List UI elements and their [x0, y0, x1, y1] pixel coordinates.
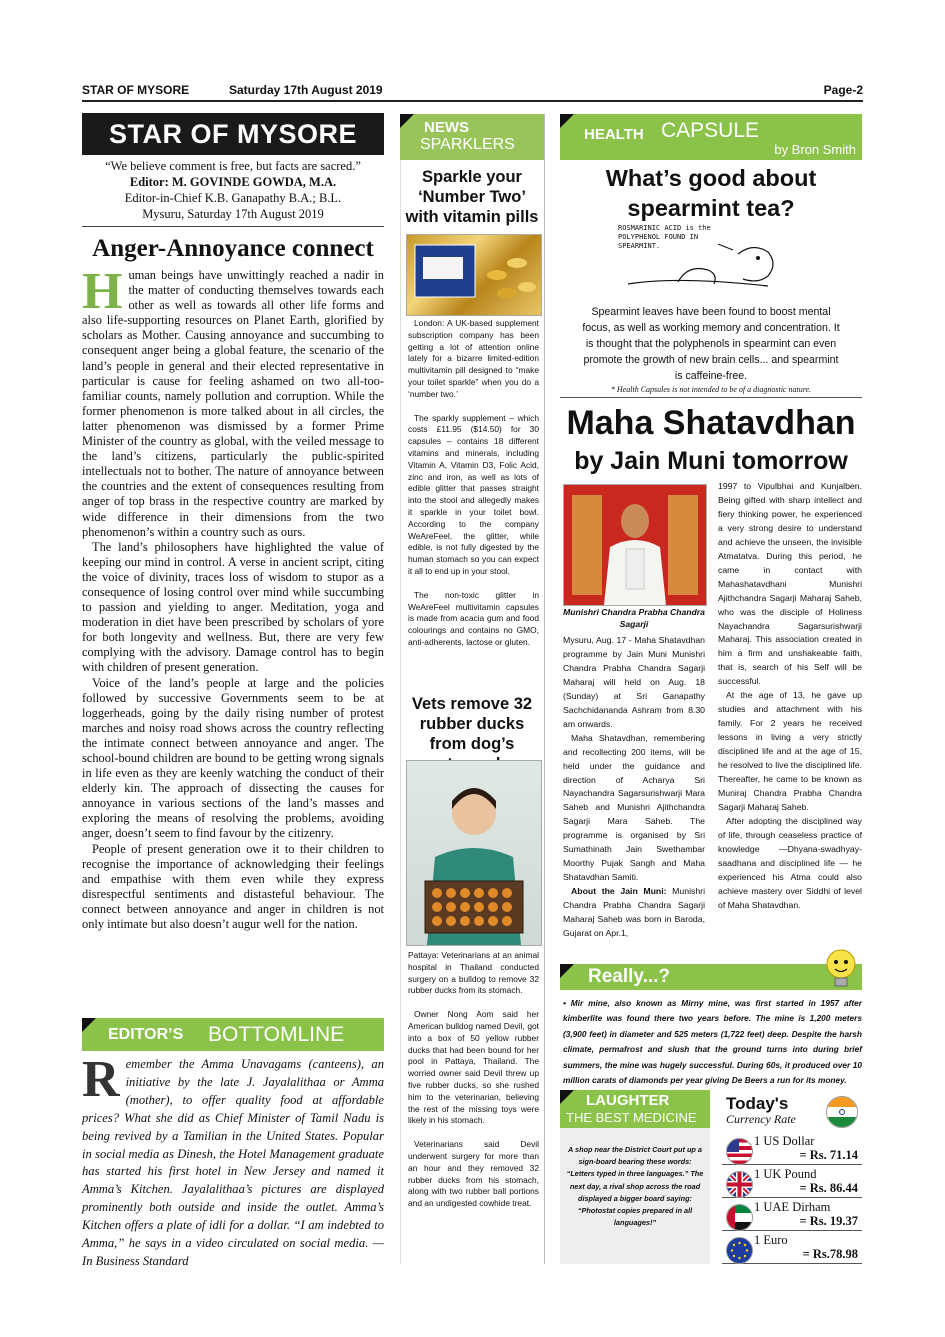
shatavdhan-subtitle: by Jain Muni tomorrow — [574, 447, 848, 475]
column-rule — [400, 160, 401, 1264]
really-label: Really...? — [588, 966, 671, 987]
story-paragraph: Maha Shatavdhan, remembering and recollecting 200 items, will be held under the guidance and direction of Acharya Sri Nayachandra Sagarsurishwarji Mara Saheb and Munishri Ajithchandra Sagarji Mara Saheb. The programme is organised by Sri Sumathinath Jain Swethambar Moorthy Pujak Sangh and Maha Shatavdhan Samiti. — [563, 732, 705, 883]
masthead-info — [82, 158, 384, 222]
editor-line: Editor: M. GOVINDE GOWDA, M.A. — [129, 175, 337, 189]
story-paragraph: Owner Nong Aom said her American bulldog named Devil, got into a box of 50 yellow rubber ducks that had been bound for her pool in Pattaya, Thailand. The worried owner said Devil threw up five rubber ducks, so she rushed him to the veterinarian, believing the rest of the missing toys were likely in his stomach. — [408, 1009, 539, 1126]
story-paragraph: After adopting the disciplined way of life, through ceaseless practice of knowledge —Dhyana-swadhyay-saadhana and disciplined life — he experienced his Atma could also achieve mastery over Siddhi of level of Maha Shatavdhan. — [718, 815, 862, 910]
health-byline: by Bron Smith — [774, 142, 856, 157]
divider — [560, 397, 862, 398]
subhead: About the Jain Muni: — [571, 886, 667, 897]
banner-notch — [560, 114, 574, 128]
story-paragraph: Pattaya: Veterinarians at an animal hospital in Thailand conducted surgery on a bulldog to remove 32 rubber ducks from its stomach. — [408, 950, 539, 996]
laughter-label-bottom: THE BEST MEDICINE — [566, 1110, 697, 1125]
shatavdhan-title: Maha Shatavdhan — [566, 404, 856, 442]
currency-value: = Rs. 71.14 — [799, 1148, 858, 1162]
story-paragraph: Mysuru, Aug. 17 - Maha Shatavdhan programme by Jain Muni Munishri Chandra Prabha Chandra Sagarji Maharaj will held on Aug. 18 (Sunday) at Sri Ganapathy Sachchidananda Ashram from 8.30 am onwards. — [563, 635, 705, 729]
currency-name: 1 US Dollar — [754, 1134, 815, 1148]
motto: “We believe comment is free, but facts are sacred.” — [105, 159, 361, 173]
banner-notch — [82, 1018, 96, 1032]
story-paragraph: Munishri Chandra Prabha Chandra Sagarji Maharaj Saheb was born in Baroda, Gujarat on Apr.1, — [563, 886, 705, 939]
bottomline-banner — [82, 1018, 384, 1051]
column-rule — [544, 114, 545, 1264]
sparklers-label-bottom: SPARKLERS — [420, 136, 515, 153]
banner-notch — [560, 1090, 574, 1104]
us-flag-icon — [726, 1138, 753, 1165]
story1-title: Sparkle your ‘Number Two’ with vitamin pills — [405, 168, 539, 226]
story-paragraph: Veterinarians said Devil underwent surgery for more than an hour and they removed 32 rubber ducks from his stomach, along with two rubber ball portions and an undigested cowhide treat. — [408, 1139, 539, 1209]
health-capsule-banner — [560, 114, 862, 160]
vitamin-pills-photo — [406, 234, 542, 316]
jain-muni-photo — [563, 484, 707, 606]
lightbulb-icon — [822, 946, 860, 990]
bottomline-dropcap: R — [82, 1051, 120, 1108]
story2-title: Vets remove 32 rubber ducks from dog’s — [411, 695, 533, 753]
story-paragraph: 1997 to Vipulbhai and Kunjalben. Being gifted with sharp intellect and fiery thinking power, he experienced a very strong desire to understand and achieve the unseen, the invisible Atmatatva. During this period, he came in contact with Mahashatavdhani Munishri Ajithchandra Sagarji Maharaj Saheb, who was the disciple of Holiness Nayachandra Sagarsurishwarji Maharaj. This association created in him a firm and unshakeable faith, that is, search of his Self will be successful. — [718, 481, 862, 687]
editorial-body — [82, 263, 384, 932]
vitamin-box-illustration — [407, 235, 541, 315]
sparklers-label-top: NEWS — [424, 119, 469, 136]
currency-row — [722, 1200, 862, 1231]
photo-caption: Munishri Chandra Prabha Chandra Sagarji — [563, 607, 705, 629]
shatavdhan-column-b — [718, 480, 862, 913]
currency-row — [722, 1167, 862, 1198]
eu-flag-icon — [726, 1237, 753, 1264]
editorial-dropcap: H — [82, 263, 123, 320]
currency-header — [722, 1092, 862, 1132]
currency-value: = Rs.78.98 — [802, 1247, 858, 1261]
bottomline-label-bold: EDITOR’S — [108, 1026, 184, 1043]
paper-name: STAR OF MYSORE — [82, 83, 190, 97]
currency-value: = Rs. 19.37 — [799, 1214, 858, 1228]
currency-row — [722, 1233, 862, 1264]
health-disclaimer: * Health Capsules is not intended to be of a diagnostic nature. — [610, 385, 812, 394]
story-paragraph: The non-toxic glitter in WeAreFeel multivitamin capsules is made from acacia gum and food colourings and contains no GMO, anti-adherents, lactose or gluten. — [408, 589, 539, 647]
india-flag-icon — [826, 1096, 858, 1128]
editorial-paragraph: uman beings have unwittingly reached a nadir in the matter of conducting themselves towards each other as well as towards all other life forms and also life-supporting resources on Planet Earth, glorified by scholars as Mother. Causing annoyance and succumbing to consequent anger being a global feature, the scenario of the land’s people in general and their elected representative in particular is cause for feeling ashamed on two all-too-familiar counts, namely pollution and corruption. While the former phenomenon is more talked about in all circles, the latter phenomenon was dismissed by a former Prime Minister of the country as global, with the veiled message to the land’s citizens, particularly the public-spirited intellectuals not to bother. The nature of annoyance between the countries and the extent of consequences resulting from anger of top brass in the respective country are marked by wide difference in their dimensions from the two phenomenon’s within a country such as ours. — [82, 268, 384, 539]
bottomline-body — [82, 1051, 384, 1271]
vet-illustration — [407, 761, 541, 945]
story-paragraph: The sparkly supplement – which costs £11.95 ($14.50) for 30 capsules – contains 18 different vitamins and minerals, including Vitamin A, Vitamin D3, Folic Acid, zinc and iron, as well as lots of edible glitter that passes straight into the stool and allegedly makes it sparkle in your toilet bowl. According to the company WeAreFeel, the glitter, while edible, is not fully digested by the human stomach so you can expect it all to end up in your stool. — [408, 412, 539, 576]
currency-name: 1 UAE Dirham — [754, 1200, 831, 1214]
page-header-bar — [82, 80, 863, 102]
story2-body — [408, 950, 539, 1222]
laughter-text: A shop near the District Court put up a sign-board bearing these words: “Letters typed in three languages.” The next day, a rival shop across the road displayed a bigger board saying: “Photostat copies prepared in all languages!” — [566, 1145, 704, 1228]
laughter-banner — [560, 1090, 710, 1128]
currency-row — [722, 1134, 862, 1165]
really-text: • Mir mine, also known as Mirny mine, was first started in 1957 after kimberlite was found there two years before. The mine is 1,200 meters (3,900 feet) in diameter and 525 meters (1,722 feet) deep. Despite the harsh climate, permafrost and slush that the ground turns into during brief summers, the mine was hugely successful. During 60s, it produced over 10 million carats of diamonds per year giving De Beers a run for its money. — [563, 998, 862, 1086]
banner-notch — [400, 114, 414, 128]
currency-subtitle: Currency Rate — [726, 1112, 796, 1126]
really-banner — [560, 964, 862, 990]
bottomline-label: BOTTOMLINE — [208, 1023, 345, 1046]
sparklers-banner — [400, 114, 544, 160]
editorial-paragraph: Voice of the land’s people at large and the policies followed by successive Governments seem to be at loggerheads, going by the daily rising number of protest marches and noisy road shows across the country reflecting the intimate connect between annoyance and anger. The school-bound children are bound to be getting wrong signals in life even as they are keenly watching the conduct of their elderly kin. The approach of dissecting the causes for annoyance in various sections of the land’s masses and exploring the means of resolving the problems, avoiding anger, doesn’t seem to find favour by the citizenry. — [82, 675, 384, 841]
banner-notch — [560, 964, 574, 978]
shatavdhan-column-a — [563, 634, 705, 941]
currency-name: 1 Euro — [754, 1233, 788, 1247]
currency-name: 1 UK Pound — [754, 1167, 817, 1181]
editor-in-chief-line: Editor-in-Chief K.B. Ganapathy B.A.; B.L. — [124, 191, 342, 205]
editorial-title: Anger-Annoyance connect — [92, 235, 374, 262]
bottomline-text: emember the Amma Unavagams (canteens), an initiative by the late J. Jayalalithaa or Amma (mother), to offer quality food at affordable prices? What she did as Chief Minister of Tamil Nadu is being revived by a Tamilian in the United States. Popular in social media as Dinesh, the Hotel Management graduate has started his first hotel in New Jersey and named it Amma’s Kitchen. Jayalalithaa’s pictures are displayed prominently both outside and inside the outlet. Amma’s Kitchen offers a plate of idli for a dollar. “I am indebted to Amma,” he says in a video circulated on social media. — In Business Standard — [82, 1057, 384, 1268]
editorial-paragraph: People of present generation owe it to their children to recognise the importance of acknowledging their feelings and empathise with them even while they express disrespectful sentiments and distasteful behaviour. The connect between annoyance and anger in children is not only intimate but also doesn’t augur well for the nation. — [82, 841, 384, 932]
story-paragraph: London: A UK-based supplement subscription company has been getting a lot of attention online lately for a bizarre limited-edition multivitamin pill designed to “make your toilet sparkle” when you do a ‘number two.’ — [408, 318, 539, 399]
uae-flag-icon — [726, 1204, 753, 1231]
cartoon-caption: ROSMARINIC ACID is the POLYPHENOL FOUND IN SPEARMINT. — [618, 224, 711, 250]
health-label-bold: HEALTH — [584, 126, 644, 143]
currency-value: = Rs. 86.44 — [799, 1181, 858, 1195]
issue-date: Saturday 17th August 2019 — [229, 83, 383, 97]
spearmint-cartoon — [618, 224, 798, 296]
health-text: Spearmint leaves have been found to boost mental focus, as well as working memory and concentration. It is thought that the polyphenols in spearmint can even promote the growth of new brain cells... and spearmint is caffeine-free. — [582, 306, 840, 382]
laughter-box — [560, 1128, 710, 1264]
health-label: CAPSULE — [661, 119, 760, 142]
uk-flag-icon — [726, 1171, 753, 1198]
story-paragraph: At the age of 13, he gave up studies and attachment with his family. For 2 years he received lessons in living a very strictly disciplined life and at the age of 15, he resolved to live the disciplined life. Thereafter, he came to be known as Muniraj Chandra Prabha Chandra Sagarji Maharaj Saheb. — [718, 690, 862, 812]
muni-illustration — [564, 485, 706, 605]
laughter-label-top: LAUGHTER — [586, 1092, 670, 1109]
page-number: Page-2 — [823, 83, 863, 97]
story1-body — [408, 318, 539, 661]
dateline: Mysuru, Saturday 17th August 2019 — [142, 207, 324, 221]
health-title: What’s good about spearmint tea? — [605, 165, 817, 221]
cartoon-drawing — [618, 224, 798, 296]
masthead: STAR OF MYSORE — [82, 113, 384, 155]
editorial-paragraph: The land’s philosophers have highlighted the value of keeping our mind in control. A verse in ancient script, citing the voice of divinity, traces loss of wisdom to stupor as a consequence of losing control over mind while succumbing to passion and yielding to anger. Meditation, yoga and moderation in diet have been prescribed by scholars of yore for both longevity and wellness. But, there are very few complying with the advisory. Damage control has to begin with children of present generation. — [82, 539, 384, 675]
rubber-ducks-photo — [406, 760, 542, 946]
divider — [82, 226, 384, 227]
currency-title: Today's — [726, 1094, 789, 1113]
